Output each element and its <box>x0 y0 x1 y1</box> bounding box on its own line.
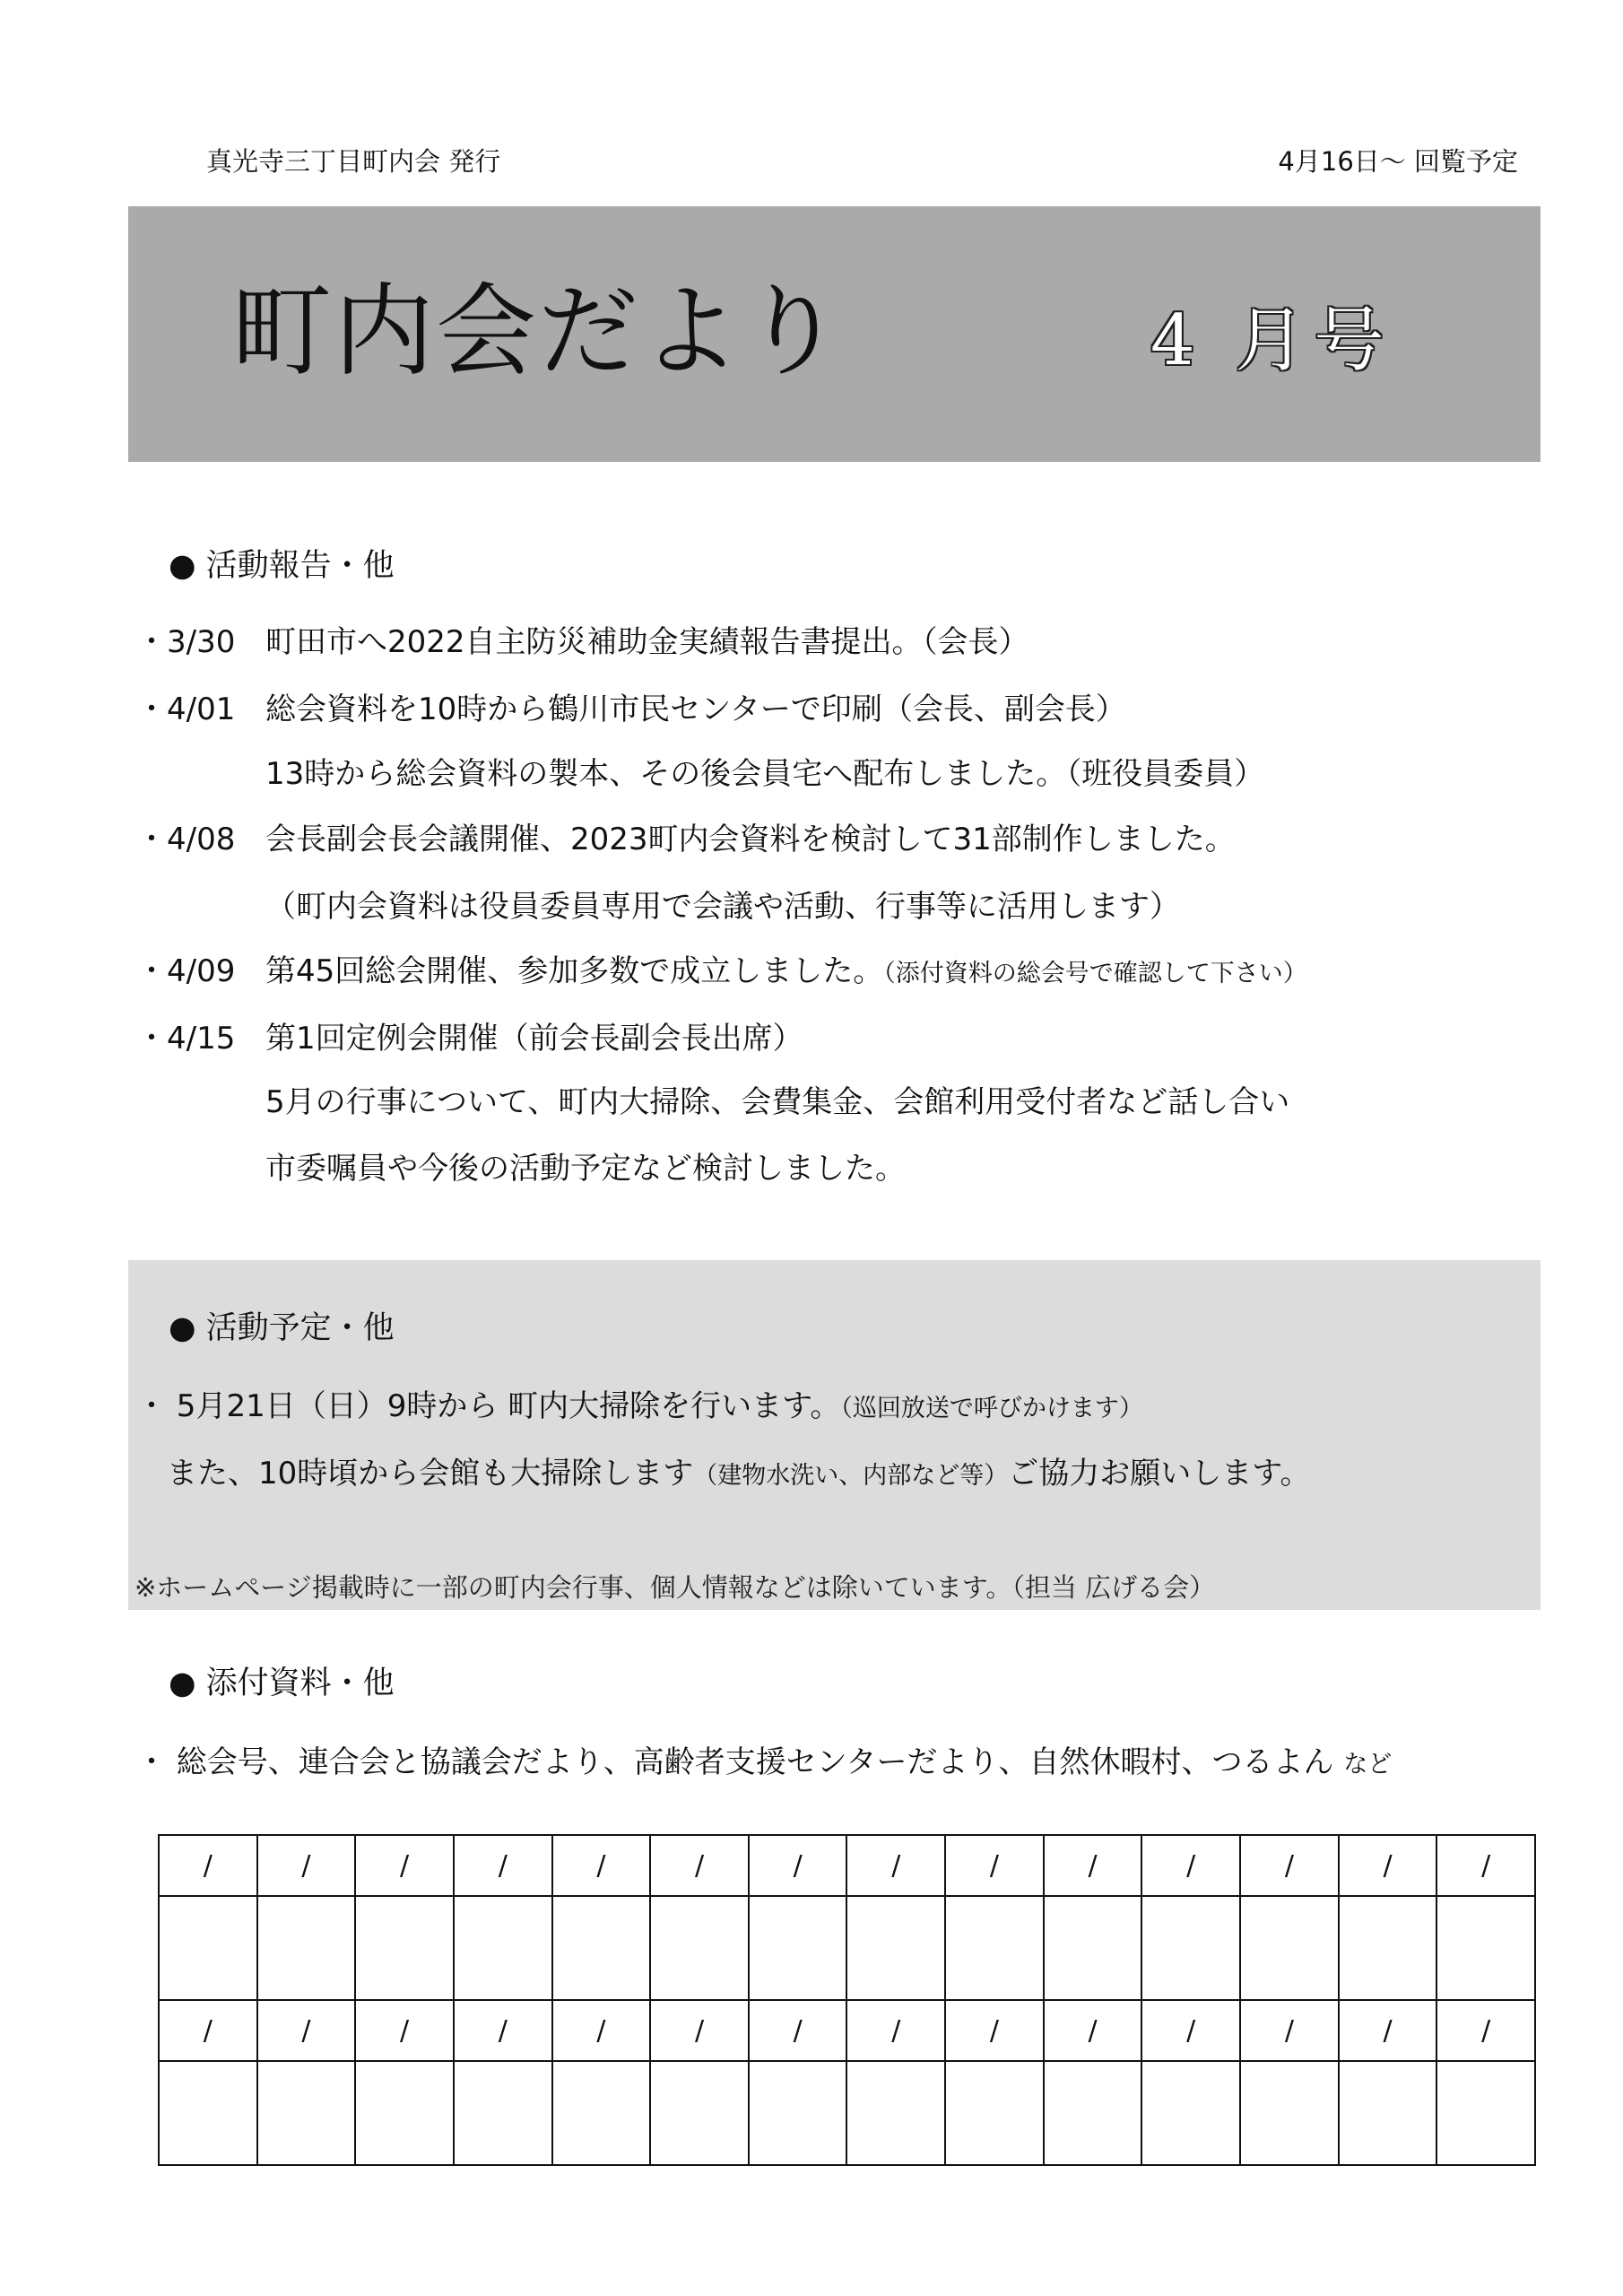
entry-date: 3/30 <box>167 624 236 660</box>
attachments-main: ・ 総会号、連合会と協議会だより、高齢者支援センターだより、自然休暇村、つるよん <box>136 1744 1334 1780</box>
table-row <box>159 2000 1535 2061</box>
entry-text: （町内会資料は役員委員専用で会議や活動、行事等に活用します） <box>265 889 1180 925</box>
date-cell: / <box>159 1835 257 1896</box>
stamp-cell <box>159 1896 257 2000</box>
date-cell: / <box>552 1835 651 1896</box>
date-cell: / <box>257 1835 356 1896</box>
date-cell: / <box>945 1835 1044 1896</box>
date-cell: / <box>749 1835 847 1896</box>
newsletter-title: 町内会だより <box>231 274 845 390</box>
schedule-line <box>167 1453 1311 1497</box>
schedule-line <box>136 1386 1143 1430</box>
date-cell: / <box>650 2000 749 2061</box>
schedule-main: ・ 5月21日（日）9時から 町内大掃除を行います。 <box>136 1388 841 1424</box>
entry-text: 会長副会長会議開催、2023町内会資料を検討して31部制作しました。 <box>265 822 1236 857</box>
section-heading-attachments: ● 添付資料・他 <box>169 1665 395 1701</box>
date-cell: / <box>257 2000 356 2061</box>
circulation-table <box>158 1834 1536 2166</box>
stamp-cell <box>1436 1896 1535 2000</box>
date-cell: / <box>552 2000 651 2061</box>
bullet: ・ <box>136 953 167 989</box>
entry-text: 総会資料を10時から鶴川市民センターで印刷（会長、副会長） <box>265 691 1126 727</box>
date-cell: / <box>1141 1835 1240 1896</box>
bullet: ・ <box>136 624 167 660</box>
stamp-cell <box>749 2061 847 2165</box>
stamp-cell <box>552 2061 651 2165</box>
date-cell: / <box>1240 2000 1339 2061</box>
entry-date: 4/09 <box>167 953 236 989</box>
schedule-note: （巡回放送で呼びかけます） <box>840 1395 1143 1422</box>
table-row <box>159 1835 1535 1896</box>
date-cell: / <box>846 1835 945 1896</box>
stamp-cell <box>355 2061 454 2165</box>
stamp-cell <box>1339 2061 1437 2165</box>
stamp-cell <box>454 1896 552 2000</box>
stamp-cell <box>1141 2061 1240 2165</box>
attachments-etc: など <box>1343 1751 1393 1779</box>
issue-label: 4 月号 <box>1150 300 1393 381</box>
entry-date: 4/08 <box>167 822 236 857</box>
entry-text: 市委嘱員や今後の活動予定など検討しました。 <box>265 1151 906 1187</box>
attachments-line <box>136 1742 1392 1786</box>
publisher-label: 真光寺三丁目町内会 発行 <box>206 146 501 177</box>
date-cell: / <box>1339 2000 1437 2061</box>
stamp-cell <box>1141 1896 1240 2000</box>
stamp-cell <box>159 2061 257 2165</box>
date-cell: / <box>650 1835 749 1896</box>
date-cell: / <box>945 2000 1044 2061</box>
stamp-cell <box>650 1896 749 2000</box>
entry-text: 第1回定例会開催（前会長副会長出席） <box>265 1021 803 1057</box>
circulation-date: 4月16日～ 回覧予定 <box>1278 146 1518 177</box>
entry-date: 4/01 <box>167 691 236 727</box>
entry-text: 5月の行事について、町内大掃除、会費集金、会館利用受付者など話し合い <box>265 1084 1290 1120</box>
entry-text: 町田市へ2022自主防災補助金実績報告書提出。（会長） <box>265 624 1029 660</box>
date-cell: / <box>1240 1835 1339 1896</box>
date-cell: / <box>1141 2000 1240 2061</box>
stamp-cell <box>945 1896 1044 2000</box>
stamp-cell <box>257 1896 356 2000</box>
stamp-cell <box>454 2061 552 2165</box>
stamp-cell <box>1436 2061 1535 2165</box>
schedule-main: また、10時頃から会館も大掃除します <box>167 1456 694 1492</box>
schedule-note: （建物水洗い、内部など等） <box>693 1462 1009 1490</box>
stamp-cell <box>945 2061 1044 2165</box>
stamp-cell <box>749 1896 847 2000</box>
date-cell: / <box>1044 2000 1142 2061</box>
date-cell: / <box>454 2000 552 2061</box>
section-heading-schedule: ● 活動予定・他 <box>169 1310 395 1346</box>
bullet: ・ <box>136 1021 167 1057</box>
stamp-cell <box>1044 2061 1142 2165</box>
stamp-cell <box>846 1896 945 2000</box>
bullet: ・ <box>136 691 167 727</box>
entry-text <box>265 951 1307 995</box>
entry-text: 13時から総会資料の製本、その後会員宅へ配布しました。（班役員委員） <box>265 756 1265 792</box>
stamp-cell <box>1339 1896 1437 2000</box>
stamp-cell <box>1240 1896 1339 2000</box>
stamp-cell <box>846 2061 945 2165</box>
stamp-cell <box>552 1896 651 2000</box>
stamp-cell <box>1044 1896 1142 2000</box>
date-cell: / <box>1044 1835 1142 1896</box>
date-cell: / <box>1436 1835 1535 1896</box>
date-cell: / <box>355 2000 454 2061</box>
date-cell: / <box>749 2000 847 2061</box>
bullet: ・ <box>136 822 167 857</box>
entry-text-main: 第45回総会開催、参加多数で成立しました。 <box>265 953 884 989</box>
date-cell: / <box>846 2000 945 2061</box>
title-banner <box>128 206 1541 462</box>
date-cell: / <box>355 1835 454 1896</box>
stamp-cell <box>355 1896 454 2000</box>
table-row <box>159 2061 1535 2165</box>
date-cell: / <box>1436 2000 1535 2061</box>
stamp-cell <box>1240 2061 1339 2165</box>
entry-text-note: （添付資料の総会号で確認して下さい） <box>883 960 1307 987</box>
date-cell: / <box>1339 1835 1437 1896</box>
schedule-end: ご協力お願いします。 <box>1008 1456 1311 1492</box>
date-cell: / <box>454 1835 552 1896</box>
section-heading-report: ● 活動報告・他 <box>169 548 395 584</box>
stamp-cell <box>650 2061 749 2165</box>
website-note: ※ホームページ掲載時に一部の町内会行事、個人情報などは除いています。（担当 広げる会） <box>135 1572 1216 1603</box>
table-row <box>159 1896 1535 2000</box>
stamp-cell <box>257 2061 356 2165</box>
entry-date: 4/15 <box>167 1021 236 1057</box>
date-cell: / <box>159 2000 257 2061</box>
